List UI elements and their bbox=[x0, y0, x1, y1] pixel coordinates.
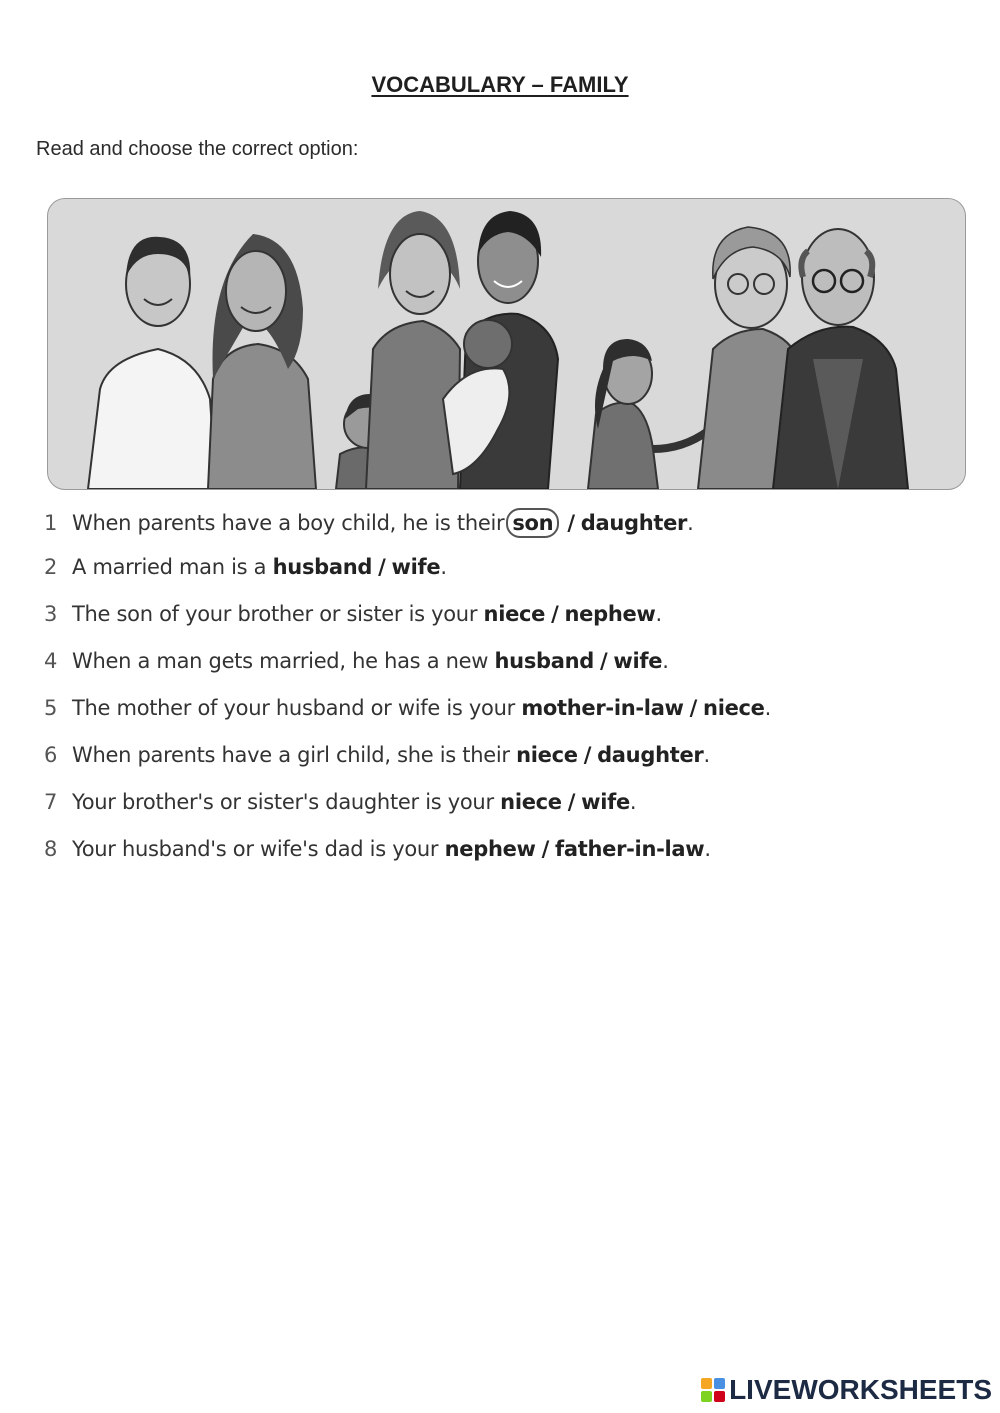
figure-woman-center bbox=[366, 211, 460, 489]
question-number: 4 bbox=[44, 649, 58, 673]
question-number: 3 bbox=[44, 602, 58, 626]
title-text: VOCABULARY – FAMILY bbox=[371, 72, 629, 97]
option-separator: / bbox=[567, 790, 576, 814]
option-1[interactable]: husband bbox=[494, 649, 595, 673]
question-end: . bbox=[662, 649, 669, 673]
question-end: . bbox=[440, 555, 447, 579]
question-4 bbox=[44, 649, 944, 696]
question-text: When a man gets married, he has a new bbox=[72, 649, 489, 673]
figure-grandfather bbox=[773, 229, 908, 489]
question-text: A married man is a bbox=[72, 555, 267, 579]
question-7 bbox=[44, 790, 944, 837]
figure-girl bbox=[588, 339, 708, 489]
option-1[interactable]: niece bbox=[516, 743, 578, 767]
option-separator: / bbox=[551, 602, 559, 626]
option-2[interactable]: daughter bbox=[597, 743, 704, 767]
instruction-text: Read and choose the correct option: bbox=[36, 138, 359, 160]
option-separator: / bbox=[689, 696, 698, 720]
worksheet-title bbox=[0, 72, 1000, 98]
question-end: . bbox=[655, 602, 662, 626]
figure-man-white-sweater bbox=[88, 237, 216, 489]
option-1[interactable]: niece bbox=[500, 790, 562, 814]
question-2 bbox=[44, 555, 944, 602]
option-1[interactable]: husband bbox=[272, 555, 373, 579]
question-3 bbox=[44, 602, 944, 649]
question-text: Your brother's or sister's daughter is your bbox=[72, 790, 494, 814]
question-number: 2 bbox=[44, 555, 58, 579]
logo-text: LIVEWORKSHEETS bbox=[729, 1374, 992, 1405]
question-text: The son of your brother or sister is your bbox=[72, 602, 478, 626]
figure-woman-long-hair bbox=[208, 234, 316, 489]
question-number: 5 bbox=[44, 696, 58, 720]
question-8 bbox=[44, 837, 944, 884]
question-list bbox=[44, 508, 944, 884]
logo-square bbox=[714, 1391, 725, 1402]
question-end: . bbox=[629, 790, 637, 814]
option-separator: / bbox=[378, 555, 386, 579]
question-text: Your husband's or wife's dad is your bbox=[72, 837, 439, 861]
question-1 bbox=[44, 508, 944, 555]
family-illustration bbox=[47, 198, 966, 490]
question-number: 6 bbox=[44, 743, 58, 767]
option-1[interactable]: mother-in-law bbox=[521, 696, 684, 720]
option-2[interactable]: nephew bbox=[564, 602, 656, 626]
option-2[interactable]: wife bbox=[391, 555, 441, 579]
question-number: 7 bbox=[44, 790, 58, 814]
logo-square bbox=[701, 1391, 712, 1402]
question-number: 8 bbox=[44, 837, 58, 861]
option-1[interactable]: nephew bbox=[444, 837, 536, 861]
question-end: . bbox=[703, 743, 710, 767]
liveworksheets-logo[interactable] bbox=[701, 1373, 992, 1407]
logo-square bbox=[701, 1378, 712, 1389]
option-separator: / bbox=[583, 743, 592, 767]
option-1[interactable]: niece bbox=[483, 602, 546, 626]
family-picture bbox=[48, 199, 965, 489]
option-separator: / bbox=[567, 511, 575, 535]
logo-icon bbox=[701, 1378, 725, 1402]
option-2[interactable]: father-in-law bbox=[555, 837, 705, 861]
option-1[interactable]: son bbox=[506, 508, 559, 538]
question-end: . bbox=[764, 696, 772, 720]
question-5 bbox=[44, 696, 944, 743]
question-end: . bbox=[704, 837, 711, 861]
question-text: When parents have a girl child, she is their bbox=[72, 743, 510, 767]
question-text: The mother of your husband or wife is your bbox=[72, 696, 515, 720]
option-separator: / bbox=[541, 837, 550, 861]
option-2[interactable]: wife bbox=[613, 649, 663, 673]
option-2[interactable]: wife bbox=[581, 790, 630, 814]
option-separator: / bbox=[600, 649, 608, 673]
option-2[interactable]: daughter bbox=[580, 511, 688, 535]
question-text: When parents have a boy child, he is their bbox=[72, 511, 505, 535]
question-6 bbox=[44, 743, 944, 790]
logo-square bbox=[714, 1378, 725, 1389]
question-number: 1 bbox=[44, 511, 58, 535]
question-end: . bbox=[687, 511, 694, 535]
option-2[interactable]: niece bbox=[703, 696, 765, 720]
